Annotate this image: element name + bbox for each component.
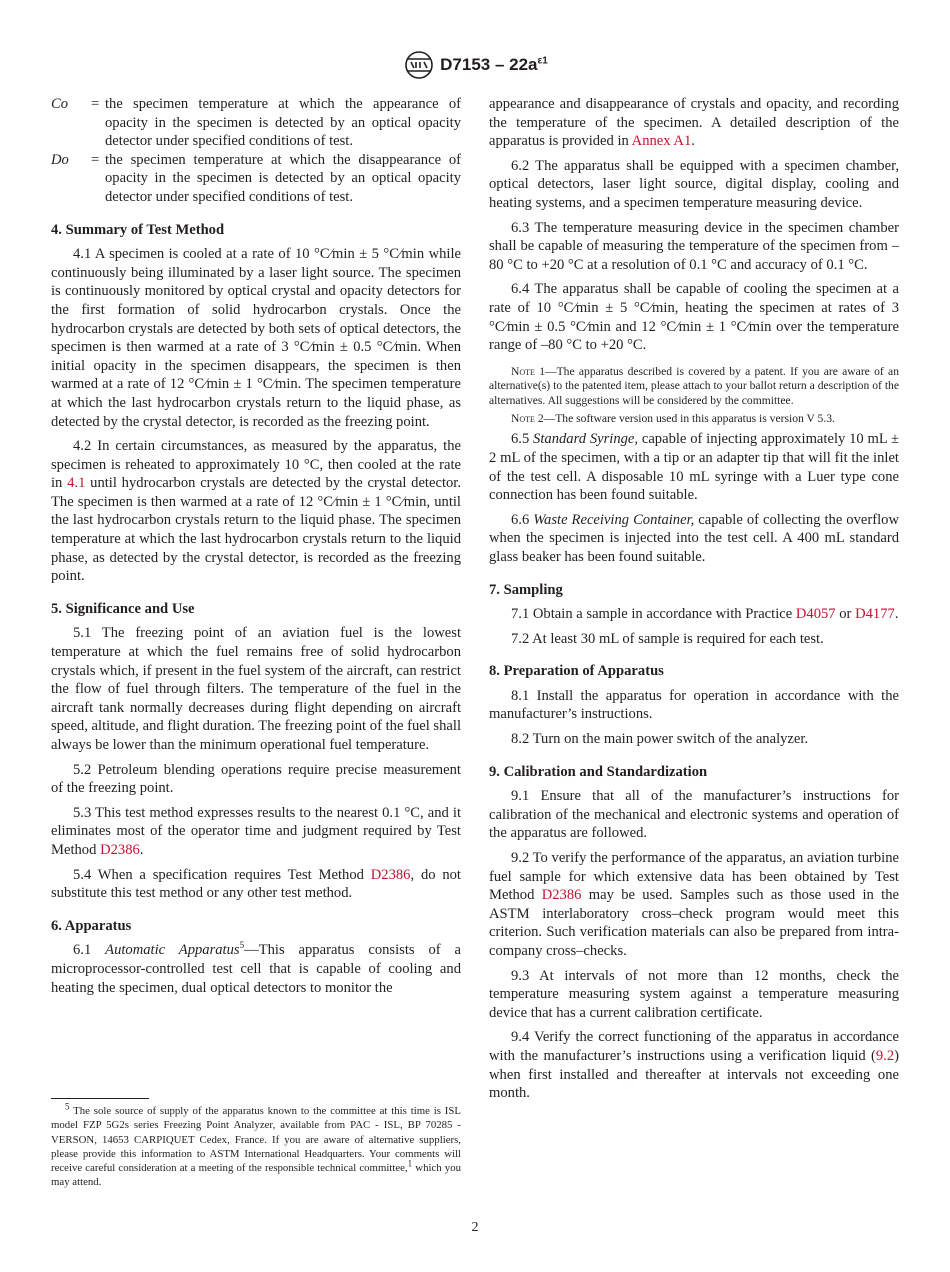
- left-column: [51, 95, 461, 1003]
- paragraph-7-1: 7.1 Obtain a sample in accordance with Practice D4057 or D4177.: [511, 606, 899, 623]
- paragraph-8-2: 8.2 Turn on the main power switch of the analyzer.: [511, 731, 809, 748]
- right-column: [489, 95, 899, 1109]
- paragraph-6-4: 6.4 The apparatus shall be capable of cooling the specimen at a rate of 10 °C⁄min ± 5 °C⁄min, heating the specimen at rates of 3 °C⁄min ± 0.5 °C⁄min and 12 °C⁄min ± 1 °C⁄min over the temperature range of –80 °C to +20 °C.: [489, 281, 899, 354]
- page-header: [0, 50, 950, 85]
- paragraph-5-4: 5.4 When a specification requires Test Method D2386, do not substitute this test method or any other test method.: [51, 866, 461, 902]
- astm-logo-icon: [402, 50, 436, 80]
- link-d2386[interactable]: D2386: [541, 887, 582, 904]
- footnote-5: $^5$ The sole source of supply of the apparatus known to the committee at this time is ISL model FZP 5G2s series Freezing Point Analyzer, available from PAC - ISL, BP 70285 - VERSON, 14653 CARPIQUET Cedex, France. If you are aware of alternative suppliers, please provide this information to ASTM International Headquarters. Your comments will receive careful consideration at a meeting of the responsible technical committee,$^1$ which you may attend.: [51, 1101, 461, 1189]
- paragraph-6-1-continued: appearance and disappearance of crystals and opacity, and recording the temperature of the specimen. A detailed description of the apparatus is provided in Annex A1.: [489, 96, 899, 150]
- epsilon-superscript: ε1: [537, 55, 548, 67]
- link-d4057[interactable]: D4057: [795, 606, 836, 623]
- paragraph-6-5: 6.5 Standard Syringe, capable of injecting approximately 10 mL ± 2 mL of the specimen, with a tip or an adapter tip that will fit the inlet of the test cell. A disposable 10 mL syringe with a Luer type cone connection has been found suitable.: [489, 431, 900, 504]
- paragraph-8-1: 8.1 Install the apparatus for operation in accordance with the manufacturer’s instructions.: [489, 687, 899, 723]
- link-d2386[interactable]: D2386: [370, 866, 411, 883]
- link-d2386[interactable]: D2386: [100, 841, 140, 858]
- link-d4177[interactable]: D4177: [855, 606, 895, 623]
- section-5-title: 5. Significance and Use: [51, 600, 195, 617]
- paragraph-6-6: 6.6 Waste Receiving Container, capable of collecting the overflow when the specimen is injected into the test cell. A 400 mL standard glass beaker has been found suitable.: [489, 511, 899, 565]
- definition-co: Co = the specimen temperature at which the appearance of opacity in the specimen is detected by an optical opacity detector under specified conditions of test.: [51, 96, 461, 150]
- section-6-title: 6. Apparatus: [51, 917, 132, 934]
- section-4-title: 4. Summary of Test Method: [51, 221, 225, 238]
- section-9-title: 9. Calibration and Standardization: [489, 763, 708, 780]
- paragraph-6-1: 6.1 Automatic Apparatus$^5$—This apparatus consists of a microprocessor-controlled test cell that is capable of cooling and heating the specimen, dual optical detectors to monitor the: [51, 940, 462, 996]
- definition-do: Do = the specimen temperature at which the disappearance of opacity in the specimen is detected by an optical opacity detector under specified conditions of test.: [51, 151, 461, 205]
- footnote-ref-5[interactable]: 5: [239, 940, 245, 951]
- note-2: Note 2—The software version used in this apparatus is version V 5.3.: [511, 411, 835, 425]
- footnote-divider: [51, 1098, 149, 1099]
- paragraph-9-2: 9.2 To verify the performance of the apparatus, an aviation turbine fuel sample for which extensive data has been obtained by Test Method D2386 may be used. Samples such as those used in the ASTM interlaboratory cross–check program would meet this criterion. Such verification materials can also be prepared from intra-company cross–checks.: [489, 850, 899, 959]
- paragraph-5-1: 5.1 The freezing point of an aviation fuel is the lowest temperature at which the fuel remains free of solid hydrocarbon crystals which, if present in the fuel system of the aircraft, can restrict the flow of fuel through filters. The temperature of the fuel in the aircraft tank normally decreases during flight depending on aircraft speed, altitude, and flight duration. The freezing point of the fuel shall always be lower than the minimum operational fuel temperature.: [51, 625, 461, 753]
- paragraph-9-3: 9.3 At intervals of not more than 12 months, check the temperature measuring system against a temperature measuring device that has a current calibration certificate.: [489, 967, 899, 1021]
- paragraph-4-2: 4.2 In certain circumstances, as measured by the apparatus, the specimen is reheated to approximately 10 °C, then cooled at the rate in 4.1 until hydrocarbon crystals are detected by the crystal detector. The specimen is then warmed at a rate of 12 °C⁄min ± 1 °C⁄min, until the last hydrocarbon crystals return to the liquid phase. The specimen temperature at which the last hydrocarbon crystals return to the liquid phase, as detected by the crystal detector, is recorded as the freezing point.: [51, 438, 461, 585]
- paragraph-4-1: 4.1 A specimen is cooled at a rate of 10 °C⁄min ± 5 °C⁄min while continuously being illuminated by a laser light source. The specimen is continuously monitored by optical crystal and opacity detectors for the first formation of solid hydrocarbon crystals. Once the hydrocarbon crystals are detected by both sets of optical detectors, the specimen is then warmed at a rate of 3 °C⁄min ± 0.5 °C⁄min. When initial opacity in the specimen disappears, the specimen is then warmed at a rate of 12 °C⁄min ± 1 °C⁄min. The specimen temperature at which the last hydrocarbon crystals return to the liquid phase, as detected by the crystal detector, is recorded as the freezing point.: [51, 246, 461, 430]
- paragraph-9-4: 9.4 Verify the correct functioning of the apparatus in accordance with the manufacturer’s instructions using a verification liquid (9.2) when first installed and thereafter at intervals not exceeding one month.: [489, 1029, 899, 1102]
- link-annex-a1[interactable]: Annex A1: [631, 133, 692, 150]
- paragraph-6-3: 6.3 The temperature measuring device in the specimen chamber shall be capable of measuring the temperature of the specimen from –80 °C to +20 °C at a resolution of 0.1 °C and accuracy of 0.1 °C.: [489, 219, 899, 273]
- paragraph-5-2: 5.2 Petroleum blending operations require precise measurement of the freezing point.: [51, 761, 461, 797]
- paragraph-6-2: 6.2 The apparatus shall be equipped with a specimen chamber, optical detectors, laser light source, digital display, cooling and heating systems, and a specimen temperature measuring device.: [489, 157, 899, 211]
- page-number: 2: [471, 1220, 479, 1235]
- document-designation: $D7153 - 22a^{\varepsilon 1}$: [440, 55, 548, 74]
- note-1: Note 1—The apparatus described is covered by a patent. If you are aware of an alternative(s) to the patented item, please attach to your ballot return a description of the alternatives. All suggestions will be considered by the committee.: [489, 364, 899, 407]
- paragraph-9-1: 9.1 Ensure that all of the manufacturer’s instructions for calibration of the mechanical and electronic systems and operation of the apparatus are followed.: [489, 788, 899, 842]
- paragraph-5-3: 5.3 This test method expresses results to the nearest 0.1 °C, and it eliminates most of the operator time and judgment required by Test Method D2386.: [51, 804, 461, 858]
- link-4-1[interactable]: 4.1: [67, 475, 86, 492]
- paragraph-7-2: 7.2 At least 30 mL of sample is required for each test.: [511, 630, 824, 647]
- footnote-ref-1[interactable]: 1: [407, 1158, 413, 1169]
- section-7-title: 7. Sampling: [489, 581, 563, 598]
- section-8-title: 8. Preparation of Apparatus: [489, 663, 664, 680]
- link-9-2[interactable]: 9.2: [875, 1047, 895, 1064]
